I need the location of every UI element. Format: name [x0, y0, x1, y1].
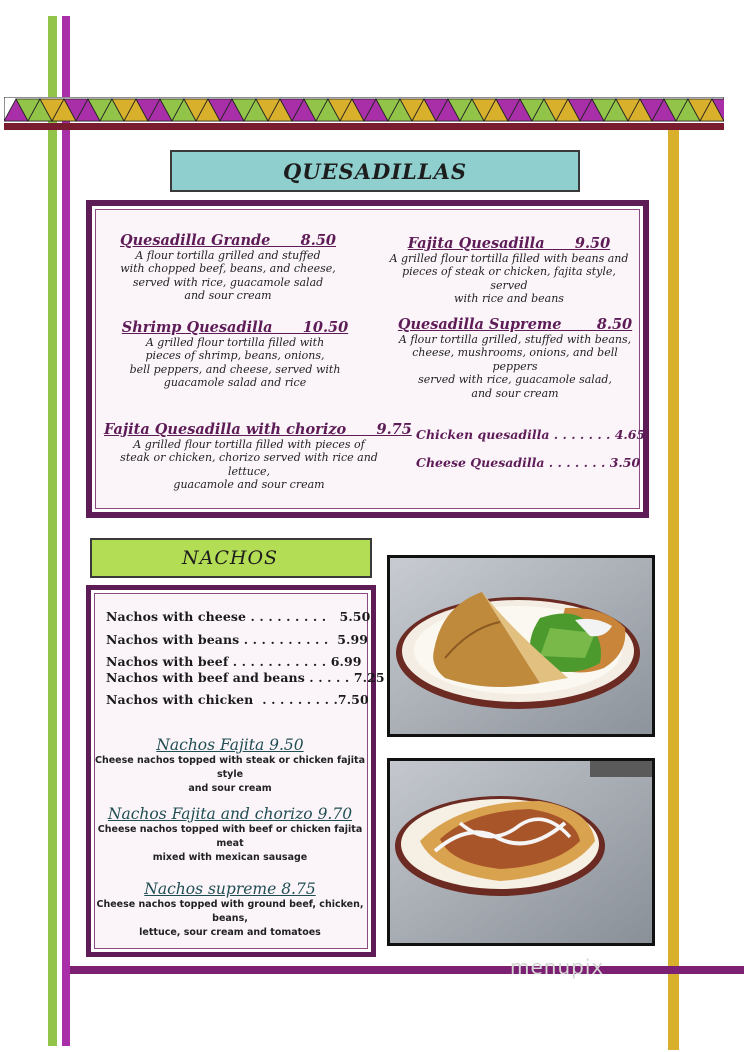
item-title: Fajita Quesadilla with chorizo 9.75	[104, 421, 412, 438]
fajita-quesadilla	[388, 235, 630, 306]
green-vertical-line	[48, 16, 57, 1046]
item-title: Nachos Fajita 9.50	[156, 736, 304, 754]
item-title: Quesadilla Supreme 8.50	[397, 316, 633, 333]
item-description: Cheese nachos topped with beef or chicken fajita meat mixed with mexican sausage	[97, 824, 363, 863]
item-title: Quesadilla Grande 8.50	[120, 232, 336, 249]
nachos-plate-photo	[387, 758, 655, 946]
item-title: Fajita Quesadilla 9.50	[407, 235, 611, 252]
bottom-purple-line	[70, 966, 744, 974]
chicken-quesadilla: Chicken quesadilla . . . . . . . 4.65	[416, 427, 646, 442]
item-description: A grilled flour tortilla filled with pieces of shrimp, beans, onions, bell peppers, and cheese, served with guacamole salad and rice	[129, 336, 341, 390]
quesadillas-heading: QUESADILLAS	[282, 158, 468, 184]
item-description: A grilled flour tortilla filled with beans and pieces of steak or chicken, fajita style, served with rice and beans	[389, 252, 629, 306]
item-title: Shrimp Quesadilla 10.50	[121, 319, 349, 336]
nachos-cheese-row: Nachos with cheese . . . . . . . . . 5.50	[106, 609, 371, 624]
gold-vertical-line	[668, 130, 679, 1050]
nachos-chicken-row: Nachos with chicken . . . . . . . . .7.50	[106, 692, 369, 707]
quesadillas-banner	[170, 150, 580, 192]
fajita-quesadilla-chorizo	[104, 421, 412, 492]
quesadilla-plate-photo	[387, 555, 655, 737]
item-description: Cheese nachos topped with ground beef, chicken, beans, lettuce, sour cream and tomatoes	[96, 899, 364, 938]
cheese-quesadilla: Cheese Quesadilla . . . . . . . 3.50	[416, 455, 641, 470]
nachos-beef-beans-row: Nachos with beef and beans . . . . . 7.25	[106, 670, 385, 685]
nachos-fajita	[92, 736, 368, 796]
item-description: A grilled flour tortilla filled with pieces of steak or chicken, chorizo served with rice and lettuce, guacamole and sour cream	[120, 438, 378, 492]
item-description: A flour tortilla grilled and stuffed with chopped beef, beans, and cheese, served with rice, guacamole salad and sour cream	[120, 249, 336, 303]
quesadilla-supreme	[388, 316, 642, 400]
quesadilla-grande	[100, 232, 356, 303]
nachos-supreme	[92, 880, 368, 940]
item-description: Cheese nachos topped with steak or chicken fajita style and sour cream	[94, 755, 365, 794]
nachos-fajita-chorizo	[92, 805, 368, 865]
item-title: Nachos supreme 8.75	[144, 880, 316, 898]
watermark: menupix	[510, 955, 605, 979]
item-description: A flour tortilla grilled, stuffed with beans, cheese, mushrooms, onions, and bell peppers served with rice, guacamole salad, and sour cream	[398, 333, 632, 400]
shrimp-quesadilla	[100, 319, 370, 390]
nachos-beef-row: Nachos with beef . . . . . . . . . . . 6.99	[106, 654, 362, 669]
item-title: Nachos Fajita and chorizo 9.70	[107, 805, 353, 823]
nachos-heading: NACHOS	[182, 547, 279, 569]
magenta-vertical-line	[62, 16, 70, 1046]
nachos-banner	[90, 538, 372, 578]
aztec-pattern-border	[4, 97, 724, 133]
nachos-beans-row: Nachos with beans . . . . . . . . . . 5.99	[106, 632, 369, 647]
